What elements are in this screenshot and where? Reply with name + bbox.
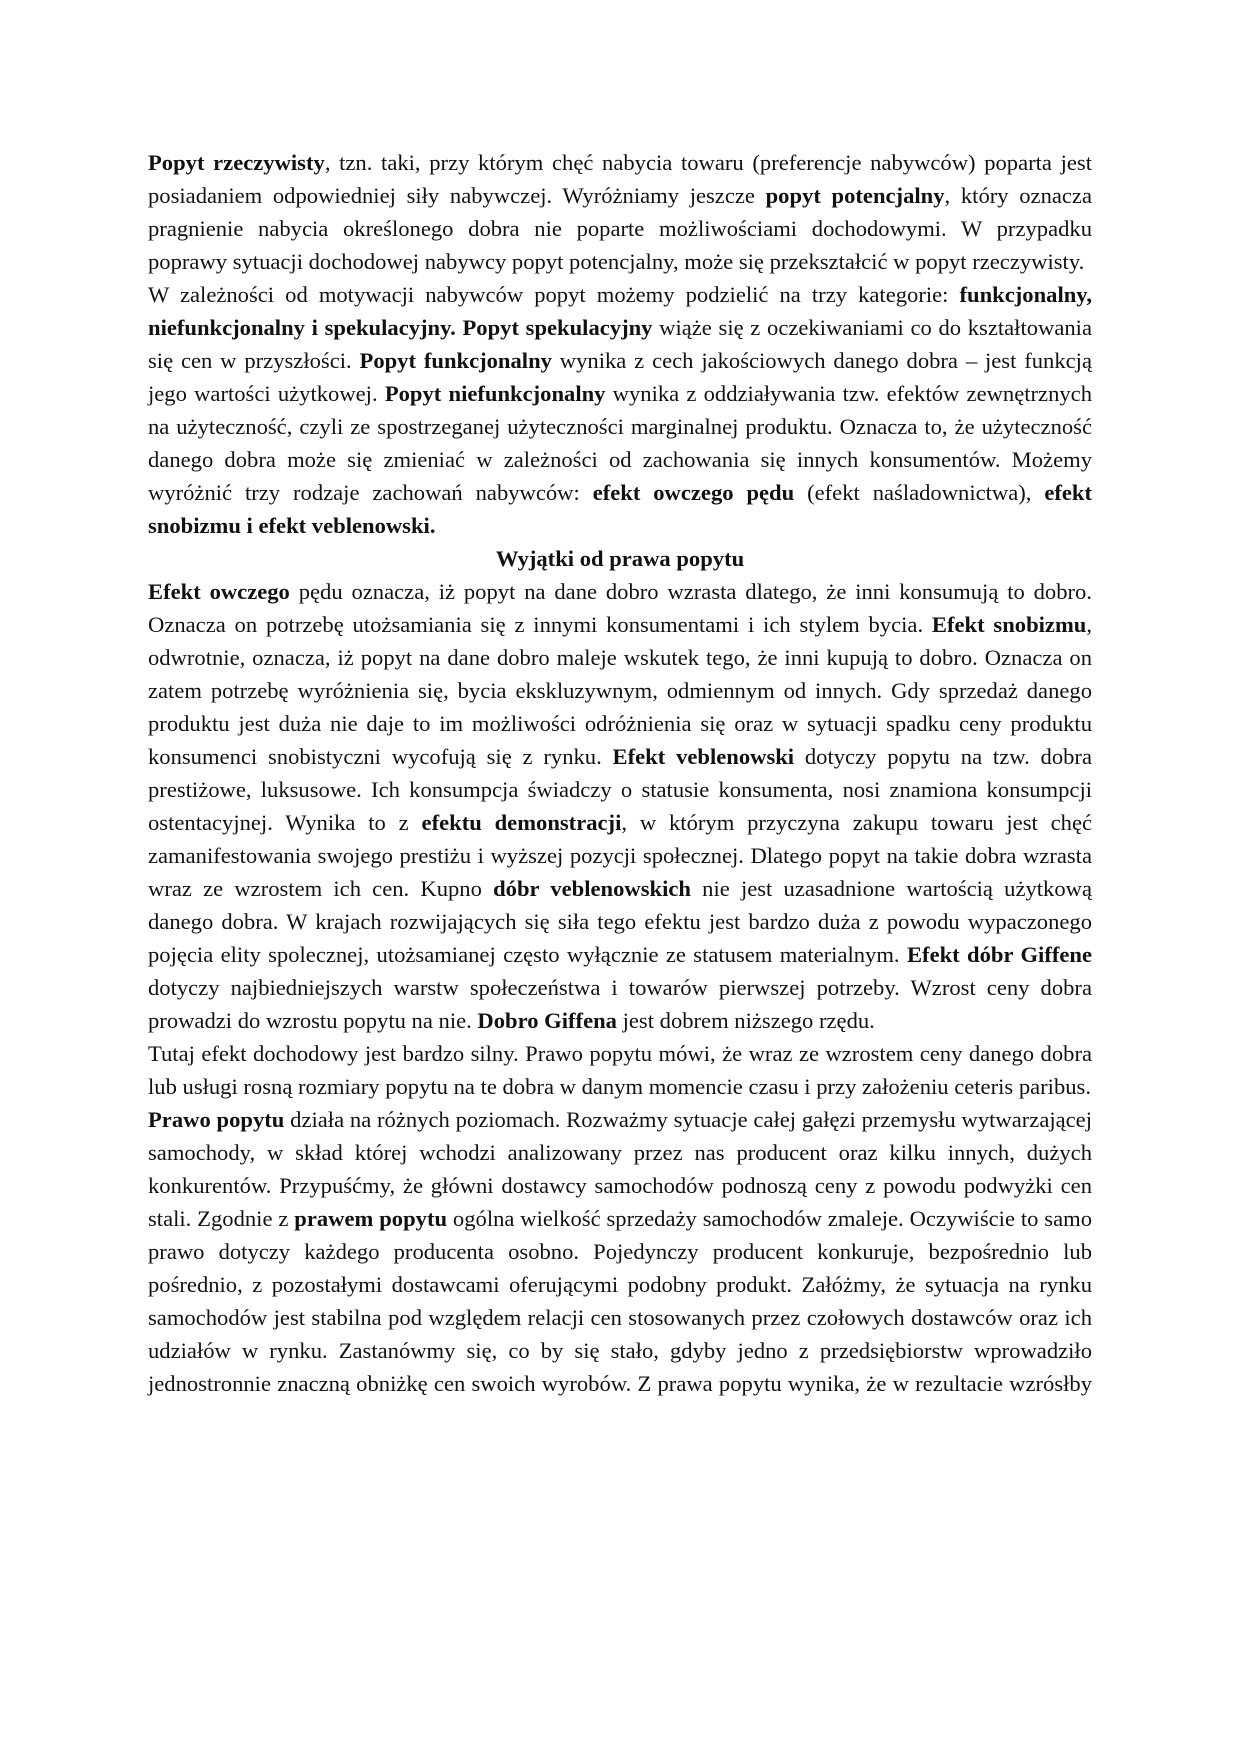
text-run: wiąże się z oczekiwaniami co do kształtowania się cen w przyszłości. (148, 315, 1092, 373)
paragraph (148, 146, 1092, 278)
bold-term: efekt snobizmu i efekt veblenowski. (148, 480, 1093, 538)
bold-term: Prawo popytu (148, 1107, 285, 1132)
bold-term: Popyt niefunkcjonalny (384, 381, 606, 406)
text-run: , który oznacza pragnienie nabycia określonego dobra nie poparte możliwościami dochodowymi. W przypadku poprawy sytuacji dochodowej nabywcy popyt potencjalny, może się przekształcić w popyt rzeczywisty. (148, 183, 1092, 274)
document-page (148, 146, 1092, 1400)
paragraph (148, 1037, 1092, 1103)
text-block-exceptions (148, 575, 1092, 1400)
bold-term: Popyt rzeczywisty (148, 150, 325, 175)
text-block-intro (148, 146, 1092, 542)
text-run: dotyczy popytu na tzw. dobra prestiżowe, luksusowe. Ich konsumpcja świadczy o statusie konsumenta, nosi znamiona konsumpcji ostentacyjnej. Wynika to z (148, 744, 1092, 835)
section-heading: Wyjątki od prawa popytu (495, 546, 745, 571)
bold-term: Popyt funkcjonalny (359, 348, 552, 373)
bold-term: funkcjonalny, niefunkcjonalny i spekulacyjny. Popyt spekulacyjny (148, 282, 1092, 340)
text-run: dotyczy najbiedniejszych warstw społeczeństwa i towarów pierwszej potrzeby. Wzrost ceny dobra prowadzi do wzrostu popytu na nie. (148, 975, 1092, 1033)
bold-term: efekt owczego pędu (592, 480, 795, 505)
text-run: (efekt naśladownictwa), (794, 480, 1045, 505)
paragraph (148, 575, 1092, 1037)
text-run: Tutaj efekt dochodowy jest bardzo silny. Prawo popytu mówi, że wraz ze wzrostem ceny danego dobra lub usługi rosną rozmiary popytu na te dobra w danym momencie czasu i przy założeniu ceteris paribus. (148, 1041, 1092, 1099)
text-run: nie jest uzasadnione wartością użytkową danego dobra. W krajach rozwijających się siła tego efektu jest bardzo duża z powodu wypaczonego pojęcia elity spolecznej, utożsamianej często wyłącznie ze statusem materialnym. (148, 876, 1092, 967)
text-run: działa na różnych poziomach. Rozważmy sytuacje całej gałęzi przemysłu wytwarzającej samochody, w skład której wchodzi analizowany przez nas producent oraz kilku innych, dużych konkurentów. Przypuśćmy, że główni dostawcy samochodów podnoszą ceny z powodu podwyżki cen stali. Zgodnie z (148, 1107, 1092, 1231)
text-run: wynika z cech jakościowych danego dobra – jest funkcją jego wartości użytkowej. (148, 348, 1092, 406)
bold-term: Efekt owczego (148, 579, 290, 604)
text-run: pędu oznacza, iż popyt na dane dobro wzrasta dlatego, że inni konsumują to dobro. Oznacza on potrzebę utożsamiania się z innymi konsumentami i ich stylem bycia. (148, 579, 1092, 637)
bold-term: Efekt snobizmu (931, 612, 1087, 637)
paragraph (148, 278, 1092, 542)
bold-term: prawem popytu (294, 1206, 448, 1231)
text-run: ogólna wielkość sprzedaży samochodów zmaleje. Oczywiście to samo prawo dotyczy każdego producenta osobno. Pojedynczy producent konkuruje, bezpośrednio lub pośrednio, z pozostałymi dostawcami oferującymi podobny produkt. Załóżmy, że sytuacja na rynku samochodów jest stabilna pod względem relacji cen stosowanych przez czołowych dostawców oraz ich udziałów w rynku. Zastanówmy się, co by się stało, gdyby jedno z przedsiębiorstw wprowadziło jednostronnie znaczną obniżkę cen swoich wyrobów. Z prawa popytu wynika, że w rezultacie wzrósłby (148, 1206, 1092, 1396)
text-run: , w którym przyczyna zakupu towaru jest chęć zamanifestowania swojego prestiżu i wyższej pozycji społecznej. Dlatego popyt na takie dobra wzrasta wraz ze wzrostem ich cen. Kupno (148, 810, 1092, 901)
bold-term: dóbr veblenowskich (493, 876, 691, 901)
bold-term: efektu demonstracji (421, 810, 622, 835)
text-run: , odwrotnie, oznacza, iż popyt na dane dobro maleje wskutek tego, że inni kupują to dobro. Oznacza on zatem potrzebę wyróżnienia się, bycia ekskluzywnym, odmiennym od innych. Gdy sprzedaż danego produktu jest duża nie daje to im możliwości odróżnienia się oraz w sytuacji spadku ceny produktu konsumenci snobistyczni wycofują się z rynku. (148, 612, 1092, 769)
paragraph (148, 1103, 1092, 1400)
text-run: W zależności od motywacji nabywców popyt możemy podzielić na trzy kategorie: (148, 282, 960, 307)
text-run: jest dobrem niższego rzędu. (616, 1008, 875, 1033)
bold-term: popyt potencjalny (765, 183, 945, 208)
bold-term: Dobro Giffena (477, 1008, 617, 1033)
text-run: wynika z oddziaływania tzw. efektów zewnętrznych na użyteczność, czyli ze spostrzeganej użyteczności marginalnej produktu. Oznacza to, że użyteczność danego dobra może się zmieniać w zależności od zachowania się innych konsumentów. Możemy wyróżnić trzy rodzaje zachowań nabywców: (148, 381, 1092, 505)
bold-term: Efekt dóbr Giffene (906, 942, 1093, 967)
bold-term: Efekt veblenowski (612, 744, 795, 769)
text-run: , tzn. taki, przy którym chęć nabycia towaru (preferencje nabywców) poparta jest posiadaniem odpowiedniej siły nabywczej. Wyróżniamy jeszcze (148, 150, 1093, 208)
